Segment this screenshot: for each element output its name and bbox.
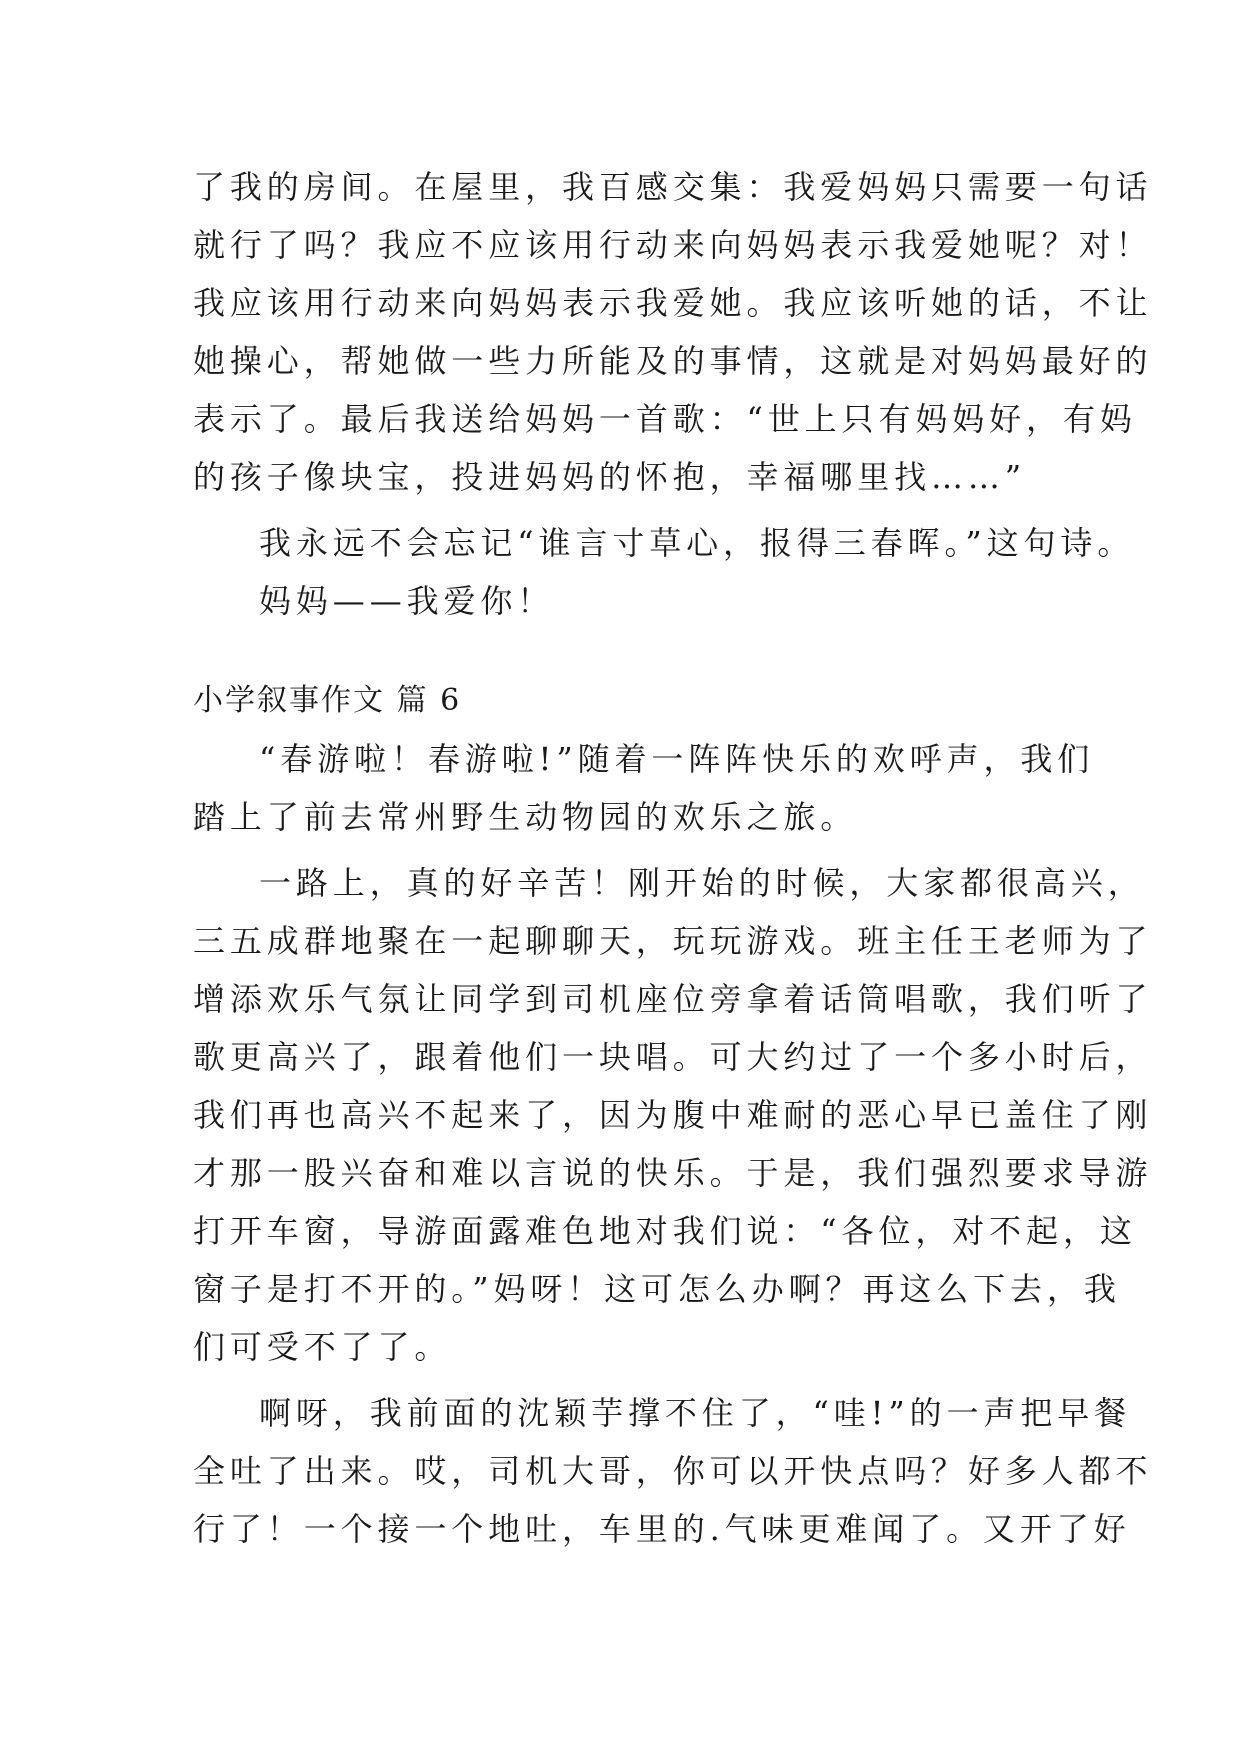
text-line: 我们再也高兴不起来了，因为腹中难耐的恶心早已盖住了刚 [193,1096,1153,1134]
text-line: “春游啦！春游啦!”随着一阵阵快乐的欢呼声，我们 [259,740,1095,778]
paragraph-poem-line: 我永远不会忘记“谁言寸草心，报得三春晖。”这句诗。 [259,524,1135,562]
text-line: 增添欢乐气氛让同学到司机座位旁拿着话筒唱歌，我们听了 [193,980,1153,1018]
text-line: 一路上，真的好辛苦！刚开始的时候，大家都很高兴， [259,864,1145,902]
text-line: 窗子是打不开的。”妈呀！这可怎么办啊？再这么下去，我 [193,1270,1121,1308]
text-line: 打开车窗，导游面露难色地对我们说：“各位，对不起，这 [193,1212,1137,1250]
paragraph-spring-outing-intro [193,730,1095,846]
paragraph-bus-journey [193,854,1153,1376]
paragraph-love-you: 妈妈——我爱你！ [259,582,555,620]
text-line: 歌更高兴了，跟着他们一块唱。可大约过了一个多小时后， [193,1038,1153,1076]
text-line: 啊呀，我前面的沈颖芋撑不住了，“哇!”的一声把早餐 [259,1394,1132,1432]
text-line: 行了！一个接一个地吐，车里的.气味更难闻了。又开了好 [193,1510,1131,1548]
text-line: 表示了。最后我送给妈妈一首歌：“世上只有妈妈好，有妈 [193,400,1137,438]
text-line: 就行了吗？我应不应该用行动来向妈妈表示我爱她呢？对！ [193,226,1153,264]
text-line: 的孩子像块宝，投进妈妈的怀抱，幸福哪里找……” [193,458,1027,496]
document-body [193,158,1153,1558]
paragraph-carsick [193,1384,1153,1558]
text-line: 了我的房间。在屋里，我百感交集：我爱妈妈只需要一句话 [193,168,1153,206]
text-line: 我应该用行动来向妈妈表示我爱她。我应该听她的话，不让 [193,284,1153,322]
section-title: 小学叙事作文 篇 6 [193,683,462,718]
text-line: 们可受不了了。 [193,1328,452,1366]
text-line: 三五成群地聚在一起聊聊天，玩玩游戏。班主任王老师为了 [193,922,1153,960]
text-line: 踏上了前去常州野生动物园的欢乐之旅。 [193,798,858,836]
paragraph-mother-reflection [193,158,1153,506]
text-line: 她操心，帮她做一些力所能及的事情，这就是对妈妈最好的 [193,342,1153,380]
text-line: 才那一股兴奋和难以言说的快乐。于是，我们强烈要求导游 [193,1154,1153,1192]
text-line: 全吐了出来。哎，司机大哥，你可以开快点吗？好多人都不 [193,1452,1153,1490]
